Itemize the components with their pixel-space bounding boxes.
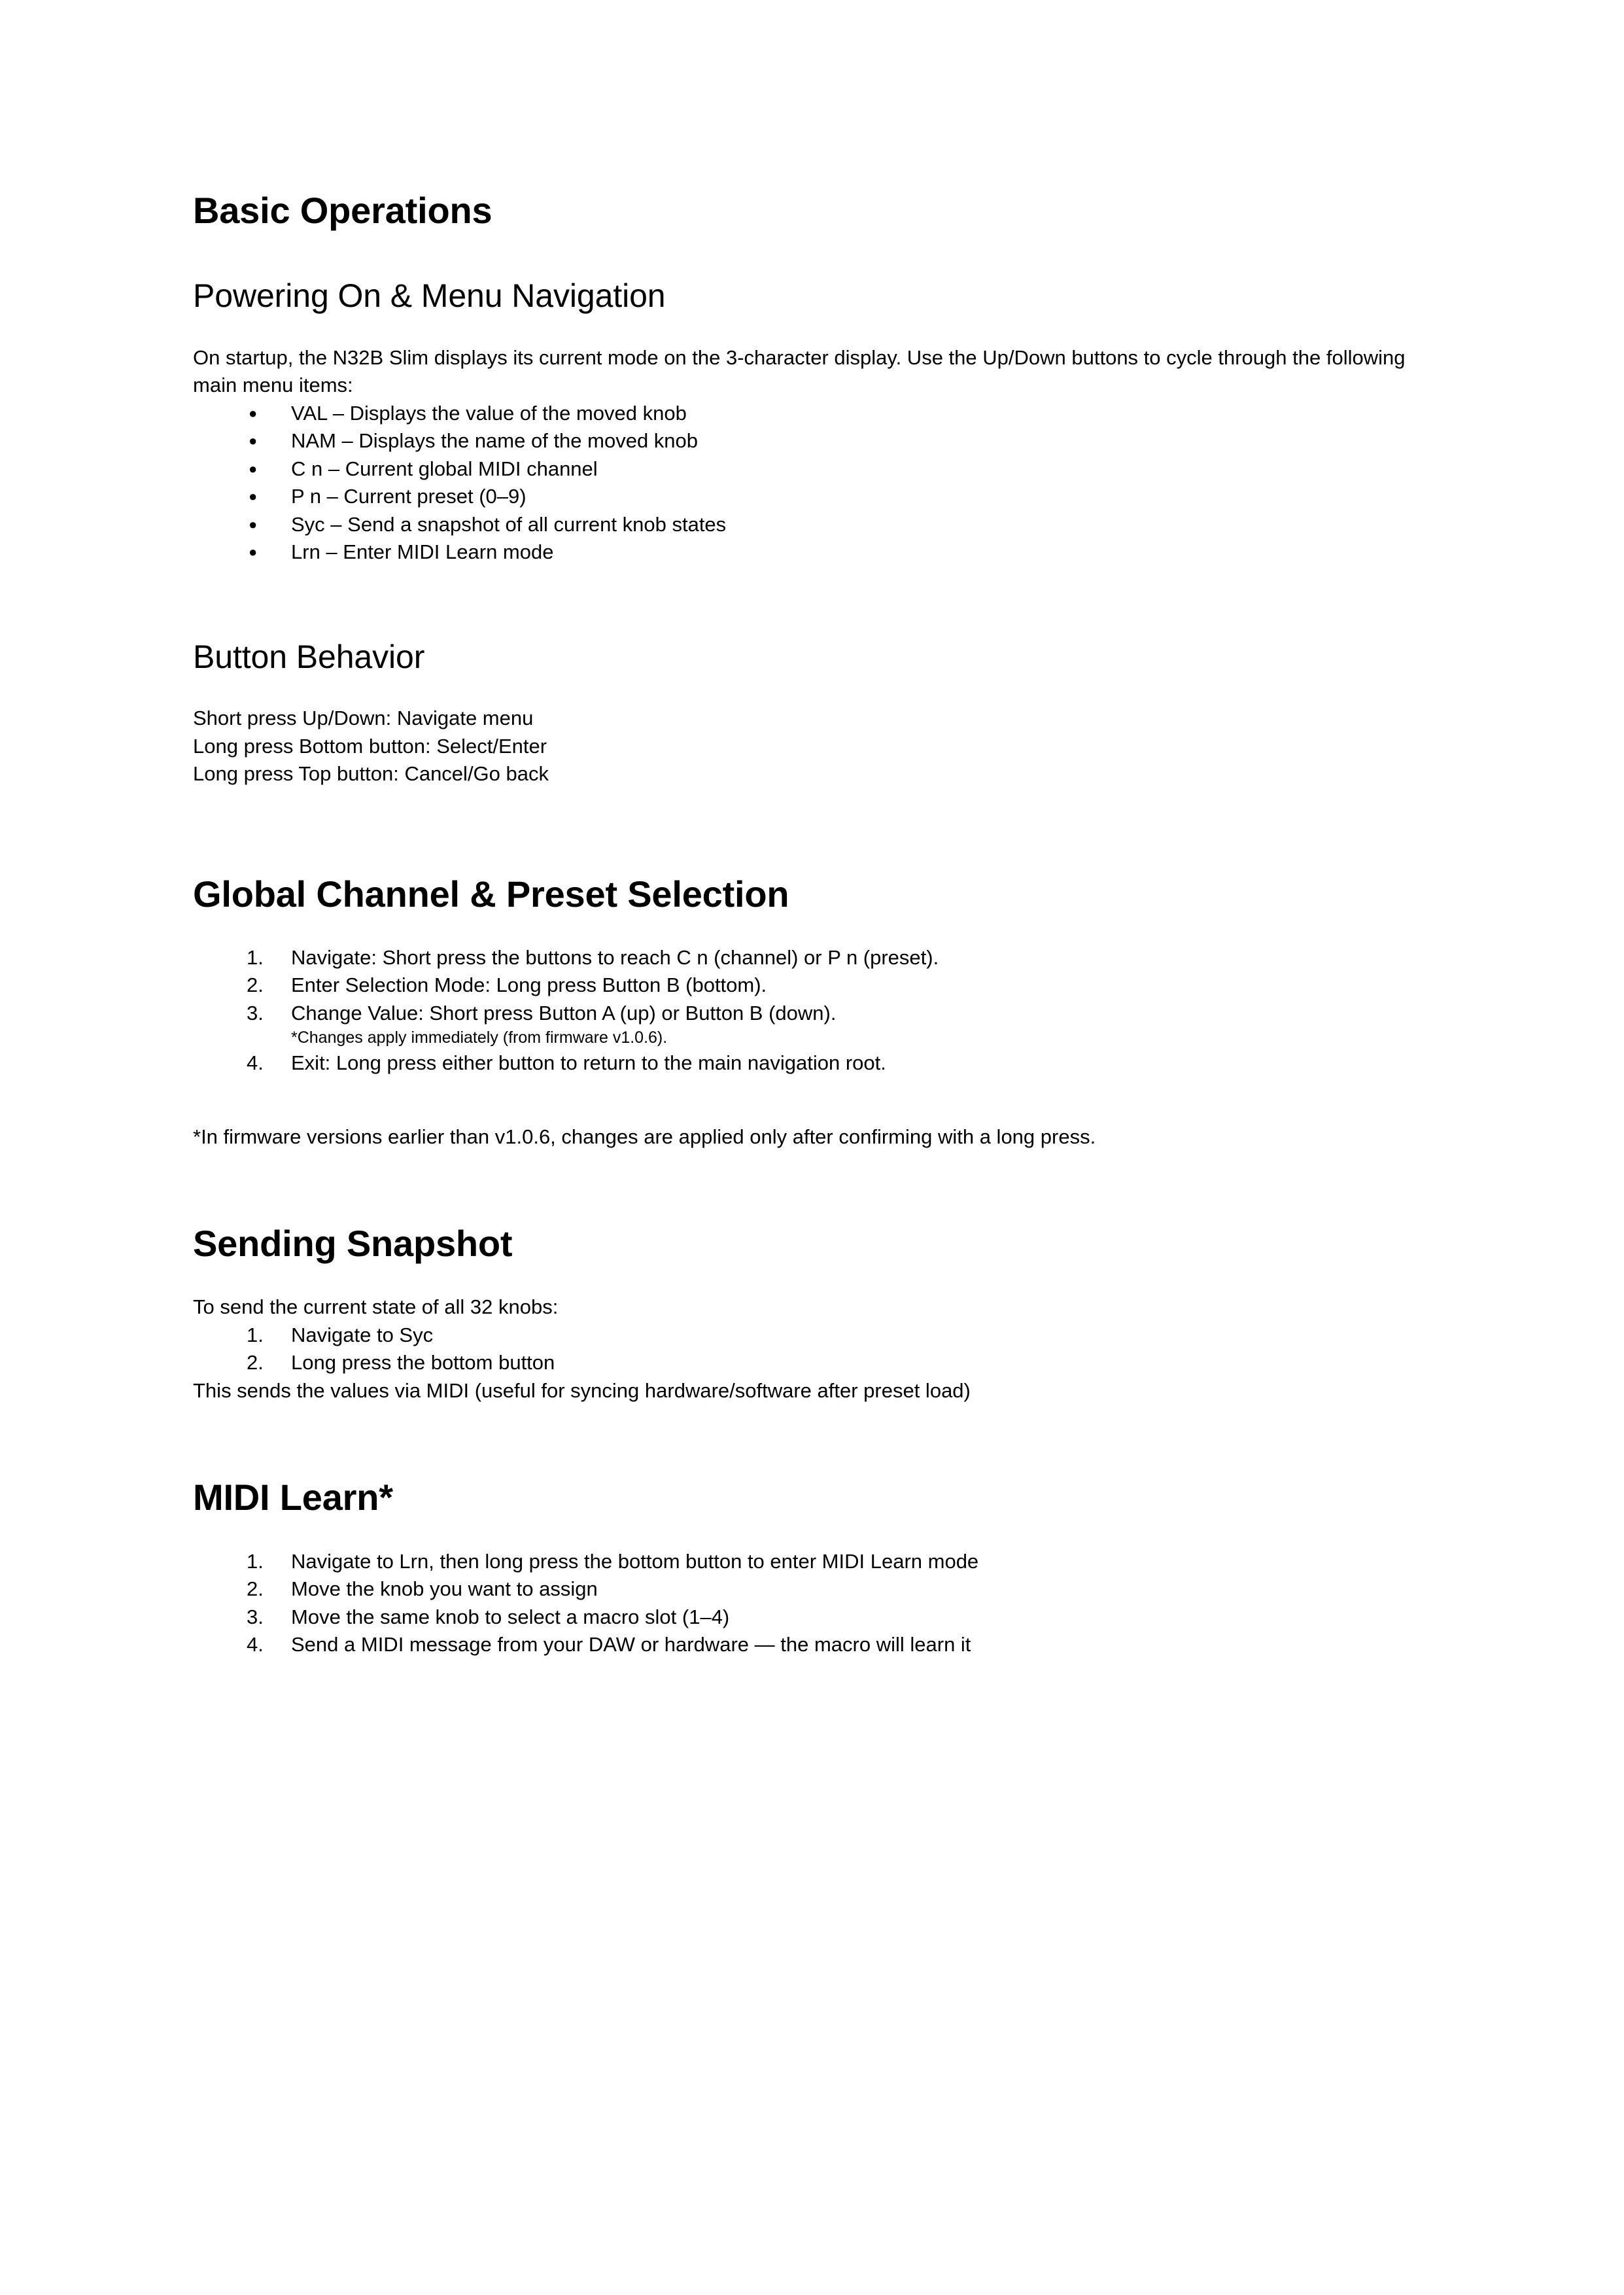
list-item: Exit: Long press either button to return to the main navigation root. bbox=[291, 1051, 886, 1075]
heading-global-channel-preset-selection: Global Channel & Preset Selection bbox=[193, 873, 789, 915]
list-item: ● NAM – Displays the name of the moved knob bbox=[193, 427, 1428, 455]
paragraph-button-long-press-top: Long press Top button: Cancel/Go back bbox=[193, 762, 549, 786]
snapshot-steps-list bbox=[193, 1322, 1428, 1377]
list-item: Enter Selection Mode: Long press Button B (bottom). bbox=[291, 973, 767, 997]
spacer bbox=[193, 915, 1428, 944]
heading-sending-snapshot: Sending Snapshot bbox=[193, 1223, 513, 1265]
global-channel-steps-list bbox=[193, 944, 1428, 1077]
heading-midi-learn: MIDI Learn* bbox=[193, 1477, 393, 1518]
paragraph-button-long-press-bottom: Long press Bottom button: Select/Enter bbox=[193, 734, 547, 758]
spacer bbox=[193, 1265, 1428, 1293]
paragraph-button-short-press: Short press Up/Down: Navigate menu bbox=[193, 707, 534, 730]
midi-learn-steps-list bbox=[193, 1548, 1428, 1659]
menu-items-list bbox=[193, 400, 1428, 567]
spacer bbox=[193, 1405, 1428, 1477]
paragraph-snapshot-intro: To send the current state of all 32 knobs: bbox=[193, 1295, 559, 1319]
list-item: Navigate to Lrn, then long press the bottom button to enter MIDI Learn mode bbox=[291, 1549, 979, 1573]
spacer bbox=[193, 315, 1428, 344]
footnote-firmware-older-versions: *In firmware versions earlier than v1.0.6, changes are applied only after confirming with a long press. bbox=[193, 1125, 1096, 1148]
list-item: Move the same knob to select a macro slot (1–4) bbox=[291, 1605, 730, 1628]
list-item: ● P n – Current preset (0–9) bbox=[193, 483, 1428, 510]
list-item: ● Syc – Send a snapshot of all current knob states bbox=[193, 511, 1428, 538]
spacer bbox=[193, 1519, 1428, 1548]
spacer bbox=[193, 1151, 1428, 1223]
spacer bbox=[193, 567, 1428, 639]
list-item: ● VAL – Displays the value of the moved knob bbox=[193, 400, 1428, 427]
list-item: Send a MIDI message from your DAW or hardware — the macro will learn it bbox=[291, 1633, 971, 1656]
list-item: Long press the bottom button bbox=[291, 1351, 555, 1375]
list-item: ● Lrn – Enter MIDI Learn mode bbox=[193, 538, 1428, 566]
spacer bbox=[193, 676, 1428, 705]
paragraph-snapshot-outro: This sends the values via MIDI (useful for syncing hardware/software after preset load) bbox=[193, 1378, 971, 1402]
list-item: Change Value: Short press Button A (up) or Button B (down). bbox=[291, 1001, 837, 1025]
heading-powering-on-menu-navigation: Powering On & Menu Navigation bbox=[193, 277, 666, 315]
heading-button-behavior: Button Behavior bbox=[193, 638, 425, 675]
spacer bbox=[193, 1077, 1428, 1123]
paragraph-startup-intro: On startup, the N32B Slim displays its current mode on the 3-character display. Use the Up/Down buttons to cycle through the following main menu items: bbox=[193, 345, 1406, 397]
heading-basic-operations: Basic Operations bbox=[193, 190, 492, 231]
spacer bbox=[193, 232, 1428, 277]
spacer bbox=[193, 788, 1428, 873]
inline-footnote-firmware-immediate: *Changes apply immediately (from firmware v1.0.6). bbox=[291, 1028, 668, 1047]
list-item: Navigate: Short press the buttons to reach C n (channel) or P n (preset). bbox=[291, 945, 939, 969]
list-item: ● C n – Current global MIDI channel bbox=[193, 455, 1428, 483]
list-item: Move the knob you want to assign bbox=[291, 1577, 598, 1601]
list-item: Navigate to Syc bbox=[291, 1323, 434, 1346]
